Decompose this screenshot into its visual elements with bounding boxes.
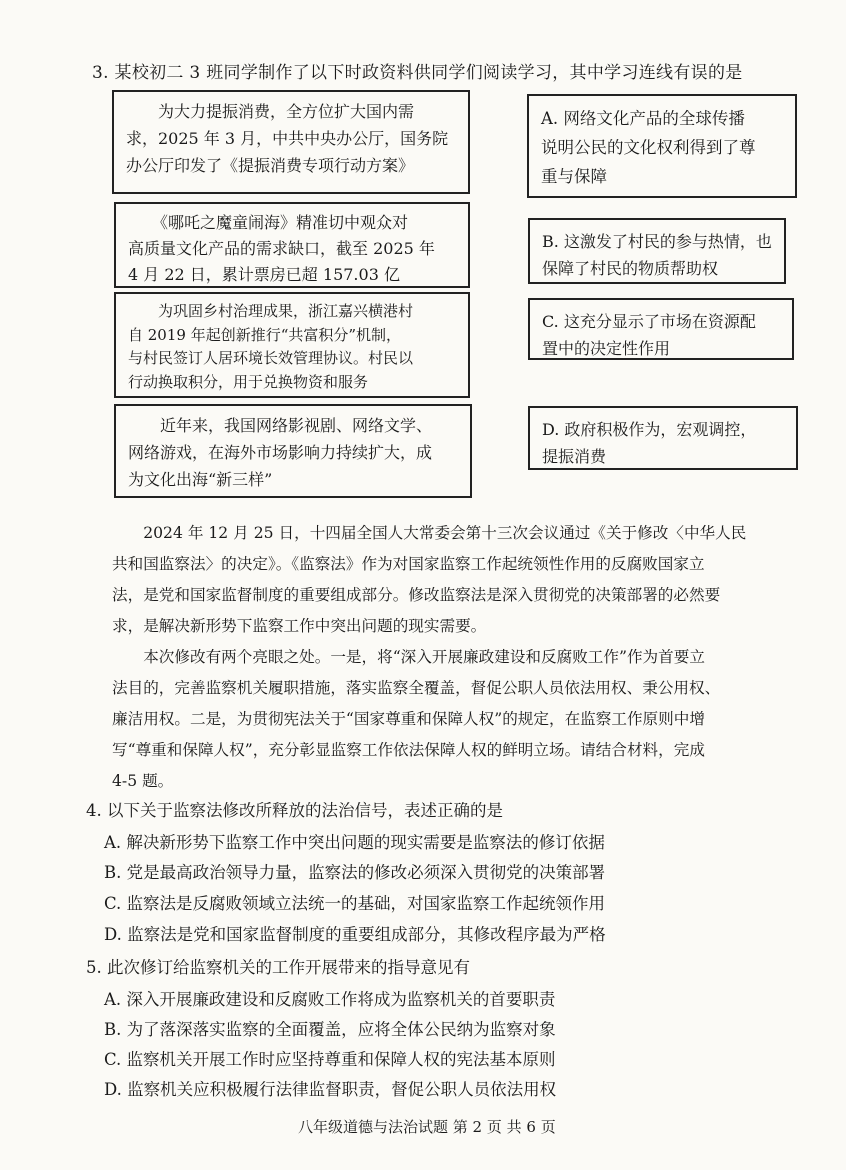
q4-option-D: D. 监察法是党和国家监督制度的重要组成部分，其修改程序最为严格 (104, 925, 606, 944)
q5-option-D: D. 监察机关应积极履行法律监督职责，督促公职人员依法用权 (104, 1080, 557, 1099)
q3-right-box-D-text: D. 政府积极作为，宏观调控， 提振消费 (542, 420, 757, 466)
q3-right-box-A-text: A. 网络文化产品的全球传播 说明公民的文化权利得到了尊 重与保障 (541, 109, 756, 186)
q3-right-box-A (527, 94, 797, 198)
q3-left-box-2-text: 《哪吒之魔童闹海》精准切中观众对 高质量文化产品的需求缺口，截至 2025 年 4 月 22 日，累计票房已超 157.03 亿 (128, 213, 435, 284)
q4-option-C: C. 监察法是反腐败领域立法统一的基础，对国家监察工作起统领作用 (104, 894, 606, 913)
q5-option-A: A. 深入开展廉政建设和反腐败工作将成为监察机关的首要职责 (104, 990, 556, 1009)
q4-option-B: B. 党是最高政治领导力量，监察法的修改必须深入贯彻党的决策部署 (104, 863, 606, 882)
q3-right-box-B-text: B. 这激发了村民的参与热情，也 保障了村民的物质帮助权 (542, 232, 772, 278)
question-4-stem: 4. 以下关于监察法修改所释放的法治信号，表述正确的是 (86, 801, 503, 820)
q4-option-A: A. 解决新形势下监察工作中突出问题的现实需要是监察法的修订依据 (104, 833, 605, 852)
q3-left-box-3-text: 为巩固乡村治理成果，浙江嘉兴横港村 自 2019 年起创新推行“共富积分”机制， 与村民签订人居环境长效管理协议。村民以 行动换取积分，用于兑换物资和服务 (128, 302, 414, 391)
q3-left-box-1 (112, 90, 470, 194)
q3-left-box-1-text: 为大力提振消费，全方位扩大国内需 求，2025 年 3 月，中共中央办公厅，国务院 办公厅印发了《提振消费专项行动方案》 (126, 102, 449, 175)
q5-option-B: B. 为了落深落实监察的全面覆盖，应将全体公民纳为监察对象 (104, 1020, 556, 1039)
q3-right-box-D (528, 406, 798, 470)
q5-option-C: C. 监察机关开展工作时应坚持尊重和保障人权的宪法基本原则 (104, 1050, 556, 1069)
question-5-stem: 5. 此次修订给监察机关的工作开展带来的指导意见有 (86, 958, 470, 977)
q3-left-box-4 (114, 404, 472, 498)
q3-left-box-4-text: 近年来，我国网络影视剧、网络文学、 网络游戏，在海外市场影响力持续扩大，成 为文化出海“新三样” (128, 416, 433, 489)
q3-right-box-C-text: C. 这充分显示了市场在资源配 置中的决定性作用 (542, 312, 756, 358)
q3-left-box-3 (114, 292, 470, 398)
material-paragraph-2: 本次修改有两个亮眼之处。一是，将“深入开展廉政建设和反腐败工作”作为首要立 法目的，完善监察机关履职措施，落实监察全覆盖，督促公职人员依法用权、秉公用权、 廉洁用权。二是，为贯彻宪法关于“国家尊重和保障人权”的规定，在监察工作原则中增 写“尊重和保障人权”，充分彰显监察工作依法保障人权的鲜明立场。请结合材料，完成 4-5 题。 (112, 648, 721, 790)
question-3-stem: 3. 某校初二 3 班同学制作了以下时政资料供同学们阅读学习，其中学习连线有误的是 (92, 63, 743, 83)
page-footer: 八年级道德与法治试题 第 2 页 共 6 页 (298, 1118, 556, 1136)
q3-right-box-B (528, 218, 786, 284)
q3-right-box-C (528, 298, 794, 360)
q3-left-box-2 (114, 202, 470, 288)
material-paragraph-1: 2024 年 12 月 25 日，十四届全国人大常委会第十三次会议通过《关于修改〈中华人民 共和国监察法〉的决定》。《监察法》作为对国家监察工作起统领性作用的反腐败国家立 法，是党和国家监督制度的重要组成部分。修改监察法是深入贯彻党的决策部署的必然要 求，是解决新形势下监察工作中突出问题的现实需要。 (112, 524, 747, 635)
